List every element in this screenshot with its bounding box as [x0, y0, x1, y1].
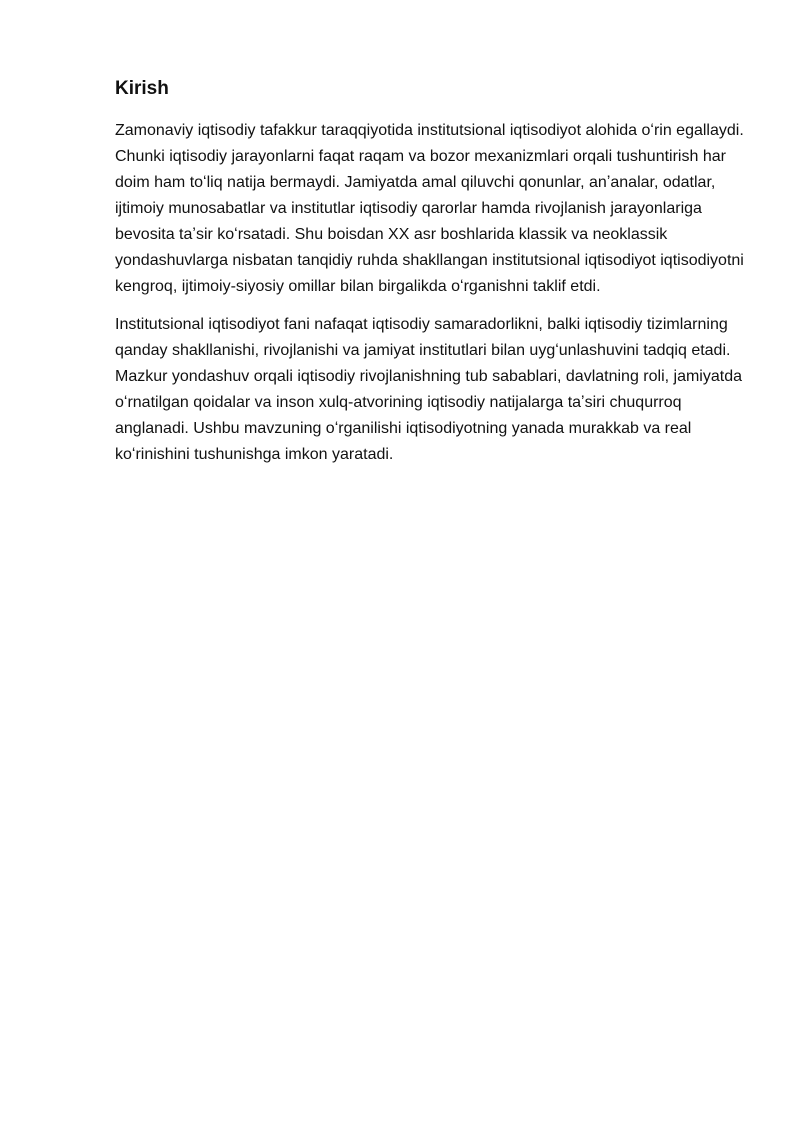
paragraph-1: Zamonaviy iqtisodiy tafakkur taraqqiyotida institutsional iqtisodiyot alohida oʻrin egallaydi. Chunki iqtisodiy jarayonlarni faqat raqam va bozor mexanizmlari orqali tushuntirish har doim ham toʻliq natija bermaydi. Jamiyatda amal qiluvchi qonunlar, anʼanalar, odatlar, ijtimoiy munosabatlar va institutlar iqtisodiy qarorlar hamda rivojlanish jarayonlariga bevosita taʼsir koʻrsatadi. Shu boisdan XX asr boshlarida klassik va neoklassik yondashuvlarga nisbatan tanqidiy ruhda shakllangan institutsional iqtisodiyot iqtisodiyotni kengroq, ijtimoiy-siyosiy omillar bilan birgalikda oʻrganishni taklif etdi. [115, 122, 744, 295]
section-heading: Kirish [115, 78, 169, 99]
document-body [115, 76, 745, 480]
paragraph-2: Institutsional iqtisodiyot fani nafaqat iqtisodiy samaradorlikni, balki iqtisodiy tizimlarning qanday shakllanishi, rivojlanishi va jamiyat institutlari bilan uygʻunlashuvini tadqiq etadi. Mazkur yondashuv orqali iqtisodiy rivojlanishning tub sabablari, davlatning roli, jamiyatda oʻrnatilgan qoidalar va inson xulq-atvorining iqtisodiy natijalarga taʼsiri chuqurroq anglanadi. Ushbu mavzuning oʻrganilishi iqtisodiyotning yanada murakkab va real koʻrinishini tushunishga imkon yaratadi. [115, 316, 742, 463]
